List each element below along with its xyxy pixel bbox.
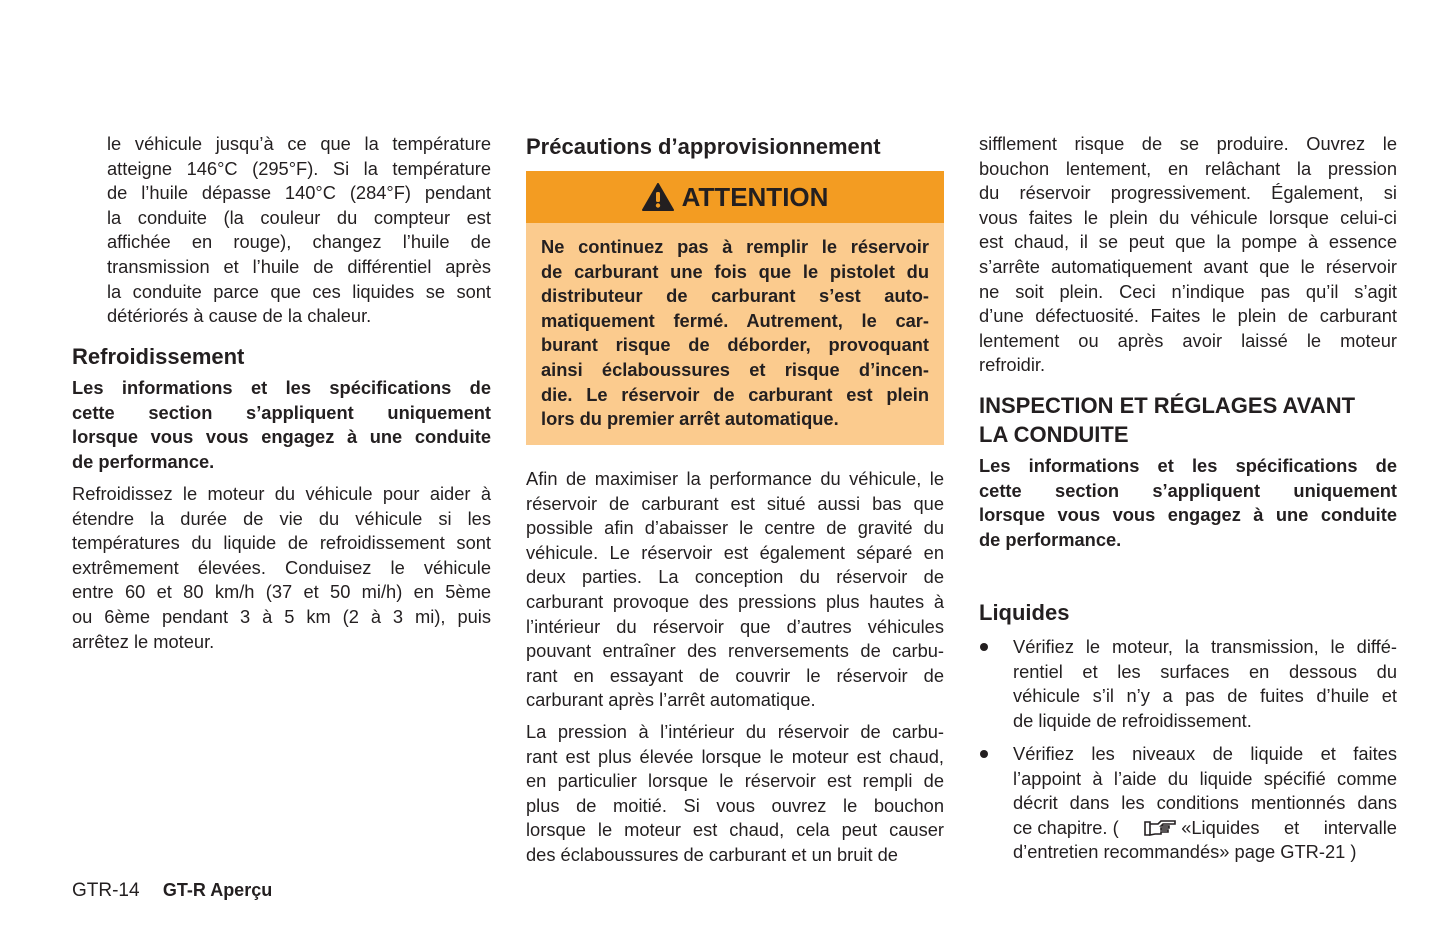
text-line: du réservoir progressivement. Également, si <box>979 182 1397 204</box>
bullet-fluid-leaks <box>1013 635 1397 733</box>
section-heading-refuel: Précautions d’approvisionnement <box>526 134 881 159</box>
text-line: carburant provoque des pressions plus hautes à <box>526 590 944 612</box>
text-line: ne soit plein. Ceci n’indique pas qu’il s’agit <box>979 280 1397 302</box>
text-line: La pression à l’intérieur du réservoir de carbu- <box>526 721 944 742</box>
section-heading-inspection <box>979 391 1355 449</box>
heading-line: INSPECTION ET RÉGLAGES AVANT <box>979 393 1356 418</box>
cooling-paragraph <box>72 482 491 654</box>
text-line: extrêmement élevées. Conduisez le véhicule <box>72 556 491 578</box>
text-line: pouvant entraîner des renversements de carbu- <box>526 640 944 662</box>
text-line: ou 6ème pendant 3 à 5 km (2 à 3 mi), puis <box>72 605 491 627</box>
text-line: ainsi éclaboussures et risque d’incen- <box>541 358 929 380</box>
text-line: réservoir de carburant est situé aussi bas que <box>526 492 944 514</box>
text-line: transmission et l’huile de différentiel après <box>107 255 491 277</box>
attention-box <box>526 171 944 445</box>
text-line: est chaud, il se peut que la pompe à essence <box>979 231 1397 253</box>
text-line: cette section s’appliquent uniquement <box>72 401 491 423</box>
reference-line-end: d’entretien recommandés» page GTR-21 ) <box>1013 841 1357 863</box>
text-line: cette section s’appliquent uniquement <box>979 479 1397 501</box>
bullet-fluid-levels <box>1013 742 1397 865</box>
text-line: lorsque le moteur est chaud, cela peut causer <box>526 819 944 841</box>
text-line: matiquement fermé. Autrement, le car- <box>541 309 929 331</box>
text-line: de performance. <box>72 450 215 472</box>
attention-header <box>526 171 944 223</box>
bullet-lines <box>1013 742 1397 816</box>
text-line: plus de moitié. Si vous ouvrez le bouchon <box>526 794 944 816</box>
text-line: rentiel et les surfaces en dessous du <box>1013 660 1397 682</box>
text-line: distributeur de carburant s’est auto- <box>541 285 929 307</box>
text-line: bouchon lentement, en relâchant la pression <box>979 157 1397 179</box>
text-line: l’appoint à l’aide du liquide spécifié comme <box>1013 767 1397 789</box>
text-line: vous faites le plein du véhicule lorsque celui-ci <box>979 206 1397 228</box>
text-line: Vérifiez le moteur, la transmission, le diffé- <box>1013 636 1397 657</box>
text-line: entre 60 et 80 km/h (37 et 50 mi/h) en 5ème <box>72 581 491 603</box>
text-line: décrit dans les conditions mentionnés dans <box>1013 792 1397 814</box>
text-line: lentement ou après avoir laissé le moteur <box>979 329 1397 351</box>
text-line: possible afin d’abaisser le centre de gravité du <box>526 517 944 539</box>
pointing-hand-icon <box>1143 819 1177 837</box>
text-line: véhicule. Le réservoir est également séparé en <box>526 541 944 563</box>
fuel-tank-paragraph <box>526 467 944 713</box>
text-line: lorsque vous vous engagez à une conduite <box>72 426 491 448</box>
cooling-note <box>72 376 491 474</box>
text-line: carburant après l’arrêt automatique. <box>526 689 816 711</box>
text-line: s’arrête automatiquement avant que le réservoir <box>979 255 1397 277</box>
inspection-note <box>979 454 1397 552</box>
text-line: refroidir. <box>979 354 1046 376</box>
page-number: GTR-14 <box>72 880 140 901</box>
text-line: affichée en rouge), changez l’huile de <box>107 231 491 253</box>
warning-triangle-icon <box>642 183 674 211</box>
text-line: Refroidissez le moteur du véhicule pour aider à <box>72 483 491 504</box>
text-line: Les informations et les spécifications de <box>72 377 491 398</box>
text-line: die. Le réservoir de carburant est plein <box>541 383 929 405</box>
heading-line: LA CONDUITE <box>979 422 1129 447</box>
text-line: d’une défectuosité. Faites le plein de carburant <box>979 305 1397 327</box>
text-line: rant est plus élevée lorsque le moteur est chaud, <box>526 745 944 767</box>
text-line: températures du liquide de refroidissement sont <box>72 532 491 554</box>
text-line: atteigne 146°C (295°F). Si la température <box>107 157 491 179</box>
text-line: Les informations et les spécifications de <box>979 455 1397 476</box>
text-line: Vérifiez les niveaux de liquide et faites <box>1013 743 1397 764</box>
attention-title: ATTENTION <box>681 181 829 212</box>
text-line: étendre la durée de vie du véhicule si les <box>72 507 491 529</box>
text-line: arrêtez le moteur. <box>72 630 215 652</box>
refuel-continued-paragraph <box>979 132 1397 378</box>
text-line: de performance. <box>979 528 1122 550</box>
ref-title-part: intervalle <box>1323 816 1397 838</box>
text-line: véhicule s’il n’y a pas de fuites d’huile et <box>1013 685 1397 707</box>
bullet-icon <box>980 750 988 758</box>
ref-title-part: et <box>1284 816 1300 838</box>
text-line: rant en essayant de couvrir le réservoir de <box>526 664 944 686</box>
text-line: la conduite (la couleur du compteur est <box>107 206 491 228</box>
text-line: de carburant une fois que le pistolet du <box>541 260 929 282</box>
text-line: Afin de maximiser la performance du véhicule, le <box>526 468 944 489</box>
section-name: GT-R Aperçu <box>162 880 273 900</box>
text-line: en particulier lorsque le réservoir est rempli de <box>526 770 944 792</box>
text-line: lorsque vous vous engagez à une conduite <box>979 504 1397 526</box>
intro-paragraph <box>107 132 491 329</box>
attention-text <box>541 235 929 432</box>
page-footer <box>72 880 272 902</box>
text-line: détériorés à cause de la chaleur. <box>107 305 372 327</box>
bullet-icon <box>980 643 988 651</box>
text-line: le véhicule jusqu’à ce que la température <box>107 133 491 154</box>
subheading-fluids: Liquides <box>979 600 1070 625</box>
text-line: lors du premier arrêt automatique. <box>541 408 839 430</box>
ref-title-part: «Liquides <box>1181 816 1260 838</box>
text-line: la conduite parce que ces liquides se sont <box>107 280 491 302</box>
text-line: de liquide de refroidissement. <box>1013 709 1252 731</box>
fuel-pressure-paragraph <box>526 720 944 868</box>
text-line: Ne continuez pas à remplir le réservoir <box>541 236 929 257</box>
reference-line <box>1013 816 1397 841</box>
section-heading-cooling: Refroidissement <box>72 344 245 369</box>
text-line: sifflement risque de se produire. Ouvrez le <box>979 133 1397 154</box>
text-line: des éclaboussures de carburant et un bruit de <box>526 843 898 865</box>
reference-link[interactable] <box>1143 816 1259 841</box>
text-line: burant risque de déborder, provoquant <box>541 334 929 356</box>
text-line: l’intérieur du réservoir que d’autres véhicules <box>526 615 944 637</box>
ref-prefix: ce chapitre. ( <box>1013 816 1119 838</box>
text-line: deux parties. La conception du réservoir de <box>526 566 944 588</box>
text-line: de l’huile dépasse 140°C (284°F) pendant <box>107 182 491 204</box>
